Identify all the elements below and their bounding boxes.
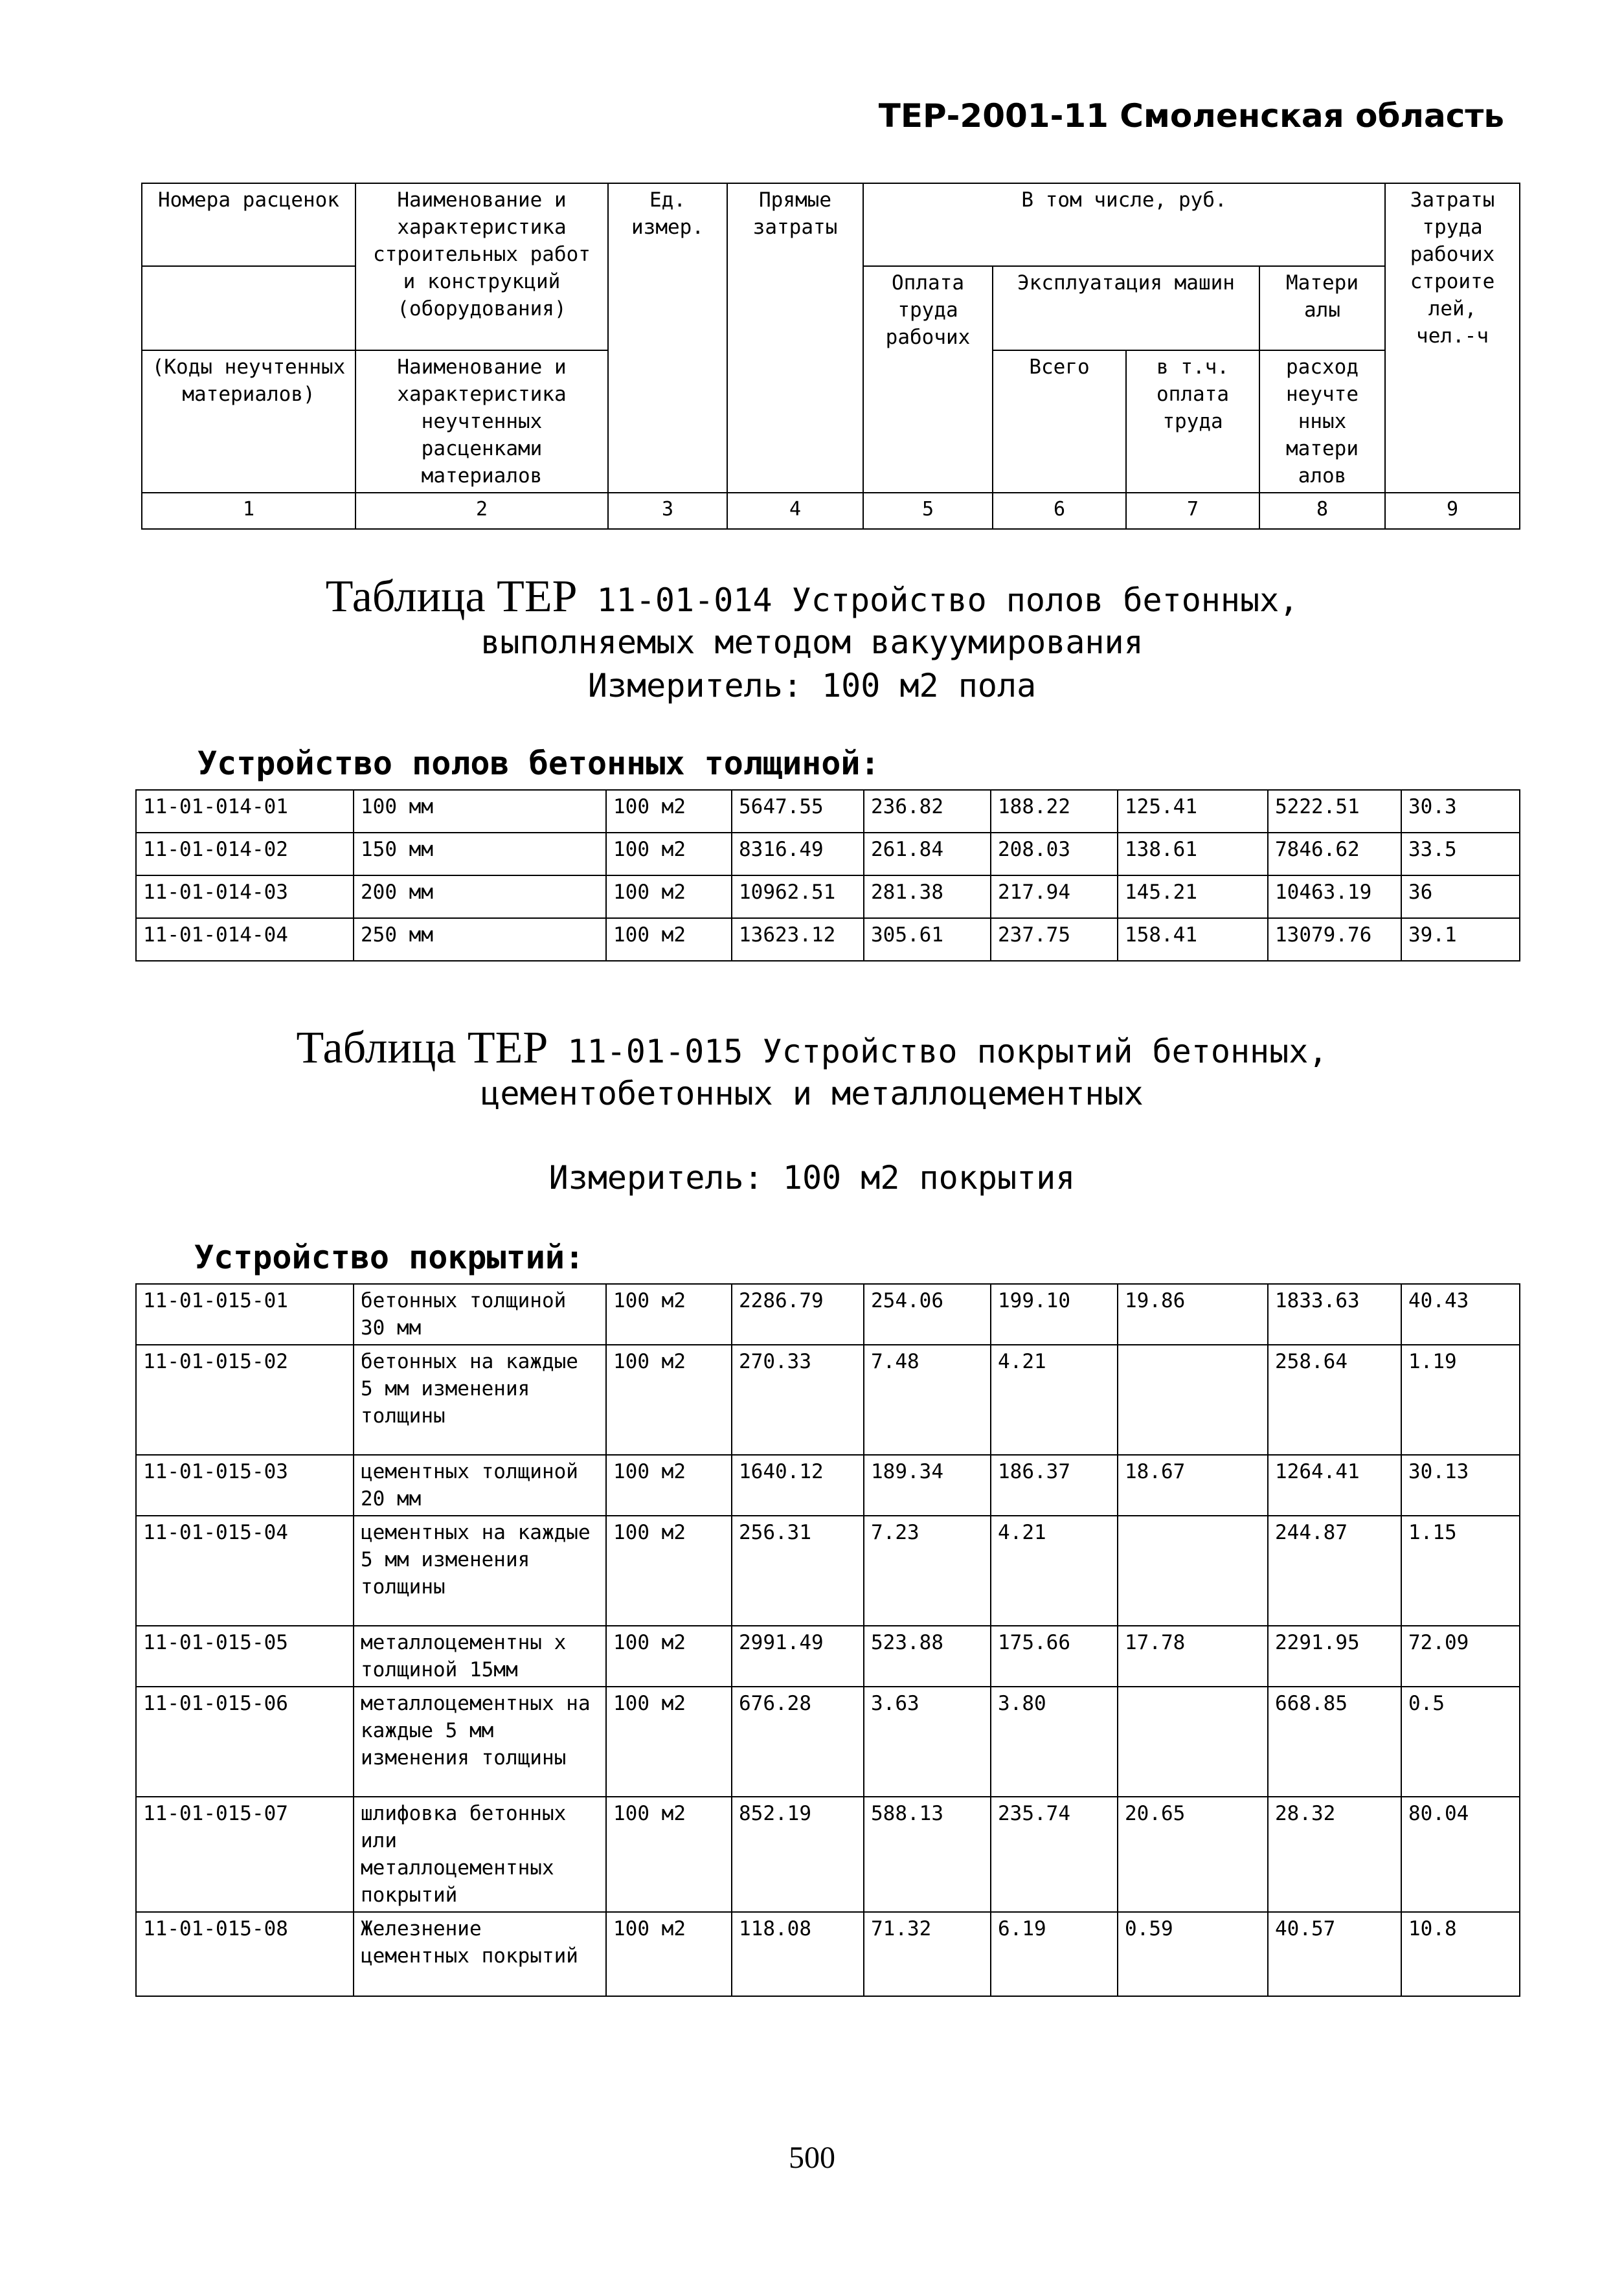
- table-cell: 11-01-014-01: [136, 790, 354, 833]
- col2-subheader: Наименование и характеристика неучтенных расценками материалов: [355, 350, 608, 493]
- table-cell: 1.15: [1401, 1516, 1520, 1626]
- table-cell: 33.5: [1401, 833, 1520, 875]
- table-cell: 0.59: [1118, 1912, 1268, 1996]
- table-row: [136, 1687, 1520, 1797]
- table-cell: 305.61: [864, 918, 991, 961]
- table-cell: 3.63: [864, 1687, 991, 1797]
- table-cell: 200 мм: [354, 875, 606, 918]
- table-cell: 1640.12: [732, 1455, 864, 1516]
- table1-subheading: Устройство полов бетонных толщиной:: [197, 745, 880, 782]
- table-cell: 11-01-015-01: [136, 1284, 354, 1345]
- table-row: [136, 1797, 1520, 1912]
- group-header: В том числе, руб.: [863, 183, 1385, 266]
- table-cell: 217.94: [991, 875, 1118, 918]
- table2-title-line2: цементобетонных и металлоцементных: [480, 1075, 1144, 1112]
- table-cell: 175.66: [991, 1626, 1118, 1687]
- table-cell: 100 м2: [606, 1797, 732, 1912]
- table-cell: 100 м2: [606, 1626, 732, 1687]
- table1-title: Таблица ТЕР 11-01-014 Устройство полов бетонных,: [325, 572, 1299, 622]
- page-number: 500: [789, 2141, 835, 2175]
- table-row: [136, 918, 1520, 961]
- table-cell: 5222.51: [1268, 790, 1401, 833]
- table-cell: 261.84: [864, 833, 991, 875]
- table-cell: 71.32: [864, 1912, 991, 1996]
- col8-subheader: расход неучте нных матери алов: [1259, 350, 1385, 493]
- table-row: [136, 1284, 1520, 1345]
- table-cell: 2991.49: [732, 1626, 864, 1687]
- table-cell: 676.28: [732, 1687, 864, 1797]
- table-row: [136, 833, 1520, 875]
- table-cell: 7846.62: [1268, 833, 1401, 875]
- column-header-table: [141, 183, 1520, 530]
- table-cell: [1118, 1345, 1268, 1455]
- table-cell: 235.74: [991, 1797, 1118, 1912]
- table-cell: 11-01-015-08: [136, 1912, 354, 1996]
- table-cell: 4.21: [991, 1516, 1118, 1626]
- table-cell: 208.03: [991, 833, 1118, 875]
- column-number: 7: [1126, 493, 1259, 529]
- table1-unit: Измеритель: 100 м2 пола: [587, 667, 1037, 704]
- table-cell: 100 м2: [606, 1345, 732, 1455]
- table-cell: 588.13: [864, 1797, 991, 1912]
- table-row: [136, 1516, 1520, 1626]
- col3-header: Ед. измер.: [608, 183, 727, 493]
- table-cell: 11-01-015-03: [136, 1455, 354, 1516]
- table-cell: 1264.41: [1268, 1455, 1401, 1516]
- table-cell: 256.31: [732, 1516, 864, 1626]
- table-cell: [1118, 1687, 1268, 1797]
- column-number: 9: [1385, 493, 1520, 529]
- table-cell: 254.06: [864, 1284, 991, 1345]
- table-cell: 150 мм: [354, 833, 606, 875]
- table-cell: 199.10: [991, 1284, 1118, 1345]
- table-cell: 30.3: [1401, 790, 1520, 833]
- table2-title: Таблица ТЕР 11-01-015 Устройство покрытий бетонных,: [296, 1023, 1328, 1073]
- table-cell: 11-01-015-07: [136, 1797, 354, 1912]
- col8-header: Матери алы: [1259, 266, 1385, 350]
- table-cell: 100 м2: [606, 918, 732, 961]
- table-cell: бетонных на каждые 5 мм изменения толщины: [354, 1345, 606, 1455]
- table-cell: 30.13: [1401, 1455, 1520, 1516]
- table-cell: 4.21: [991, 1345, 1118, 1455]
- table2-unit: Измеритель: 100 м2 покрытия: [548, 1159, 1076, 1197]
- table1-title-line2: выполняемых методом вакуумирования: [480, 624, 1144, 661]
- table-cell: 186.37: [991, 1455, 1118, 1516]
- table-cell: 11-01-014-02: [136, 833, 354, 875]
- table-cell: 72.09: [1401, 1626, 1520, 1687]
- table-cell: 258.64: [1268, 1345, 1401, 1455]
- table-cell: 1833.63: [1268, 1284, 1401, 1345]
- column-number: 8: [1259, 493, 1385, 529]
- table-cell: металлоцементны х толщиной 15мм: [354, 1626, 606, 1687]
- table-cell: 100 м2: [606, 1455, 732, 1516]
- table-cell: 11-01-014-03: [136, 875, 354, 918]
- table-cell: 13079.76: [1268, 918, 1401, 961]
- table-cell: 18.67: [1118, 1455, 1268, 1516]
- table-cell: 158.41: [1118, 918, 1268, 961]
- table-cell: 281.38: [864, 875, 991, 918]
- table-cell: 17.78: [1118, 1626, 1268, 1687]
- table-cell: 3.80: [991, 1687, 1118, 1797]
- table-row: [136, 1455, 1520, 1516]
- table-row: [136, 1912, 1520, 1996]
- table-row: [136, 875, 1520, 918]
- table-cell: 236.82: [864, 790, 991, 833]
- table-cell: шлифовка бетонных или металлоцементных покрытий: [354, 1797, 606, 1912]
- table-cell: 80.04: [1401, 1797, 1520, 1912]
- table-cell: 668.85: [1268, 1687, 1401, 1797]
- table-cell: 100 м2: [606, 1284, 732, 1345]
- table-cell: 145.21: [1118, 875, 1268, 918]
- table-cell: 100 м2: [606, 833, 732, 875]
- table-cell: 11-01-015-06: [136, 1687, 354, 1797]
- column-number: 5: [863, 493, 993, 529]
- table-cell: 100 м2: [606, 790, 732, 833]
- table-cell: металлоцементных на каждые 5 мм изменения толщины: [354, 1687, 606, 1797]
- table-cell: 28.32: [1268, 1797, 1401, 1912]
- col1-subheader: (Коды неучтенных материалов): [142, 350, 355, 493]
- table1-body: [135, 789, 1520, 962]
- table-cell: 11-01-015-05: [136, 1626, 354, 1687]
- col4-header: Прямые затраты: [727, 183, 863, 493]
- table-cell: 100 м2: [606, 1687, 732, 1797]
- table-cell: 188.22: [991, 790, 1118, 833]
- col9-header: Затраты труда рабочих строите лей, чел.-ч: [1385, 183, 1520, 493]
- table-cell: 852.19: [732, 1797, 864, 1912]
- table-cell: 2286.79: [732, 1284, 864, 1345]
- table-cell: [1118, 1516, 1268, 1626]
- table-row: [136, 1626, 1520, 1687]
- table-cell: 1.19: [1401, 1345, 1520, 1455]
- table-cell: 118.08: [732, 1912, 864, 1996]
- col6-header: Всего: [993, 350, 1126, 493]
- table-cell: 10.8: [1401, 1912, 1520, 1996]
- col1-header: Номера расценок: [142, 183, 355, 266]
- table-cell: 8316.49: [732, 833, 864, 875]
- table-cell: 270.33: [732, 1345, 864, 1455]
- table-cell: 13623.12: [732, 918, 864, 961]
- table-cell: бетонных толщиной 30 мм: [354, 1284, 606, 1345]
- table-cell: 10962.51: [732, 875, 864, 918]
- table-cell: 250 мм: [354, 918, 606, 961]
- table-row: [136, 790, 1520, 833]
- column-number: 2: [355, 493, 608, 529]
- table-cell: 11-01-014-04: [136, 918, 354, 961]
- table-cell: 189.34: [864, 1455, 991, 1516]
- table-cell: 244.87: [1268, 1516, 1401, 1626]
- table-cell: 10463.19: [1268, 875, 1401, 918]
- table-cell: 20.65: [1118, 1797, 1268, 1912]
- table-cell: 2291.95: [1268, 1626, 1401, 1687]
- table-row: [136, 1345, 1520, 1455]
- table-cell: 11-01-015-02: [136, 1345, 354, 1455]
- table2-subheading: Устройство покрытий:: [194, 1239, 585, 1276]
- table-cell: 100 м2: [606, 1912, 732, 1996]
- machines-header: Эксплуатация машин: [993, 266, 1259, 350]
- table-cell: 100 м2: [606, 1516, 732, 1626]
- table-cell: 100 мм: [354, 790, 606, 833]
- table-cell: 11-01-015-04: [136, 1516, 354, 1626]
- table-cell: цементных толщиной 20 мм: [354, 1455, 606, 1516]
- table2-body: [135, 1283, 1520, 1997]
- col7-header: в т.ч. оплата труда: [1126, 350, 1259, 493]
- column-number: 1: [142, 493, 355, 529]
- table-cell: Железнение цементных покрытий: [354, 1912, 606, 1996]
- table-cell: 523.88: [864, 1626, 991, 1687]
- table-cell: цементных на каждые 5 мм изменения толщины: [354, 1516, 606, 1626]
- col5-header: Оплата труда рабочих: [863, 266, 993, 493]
- table-cell: 39.1: [1401, 918, 1520, 961]
- table-cell: 7.48: [864, 1345, 991, 1455]
- table-cell: 138.61: [1118, 833, 1268, 875]
- table-cell: 40.57: [1268, 1912, 1401, 1996]
- column-number: 4: [727, 493, 863, 529]
- table-cell: 40.43: [1401, 1284, 1520, 1345]
- table-cell: 6.19: [991, 1912, 1118, 1996]
- table-cell: 100 м2: [606, 875, 732, 918]
- table-cell: 5647.55: [732, 790, 864, 833]
- col2-header: Наименование и характеристика строительных работ и конструкций (оборудования): [355, 183, 608, 350]
- document-header: ТЕР-2001-11 Смоленская область: [878, 97, 1504, 135]
- table-cell: 237.75: [991, 918, 1118, 961]
- table-cell: 36: [1401, 875, 1520, 918]
- table-cell: 19.86: [1118, 1284, 1268, 1345]
- column-number: 6: [993, 493, 1126, 529]
- table-cell: 7.23: [864, 1516, 991, 1626]
- column-number: 3: [608, 493, 727, 529]
- table-cell: 125.41: [1118, 790, 1268, 833]
- table-cell: 0.5: [1401, 1687, 1520, 1797]
